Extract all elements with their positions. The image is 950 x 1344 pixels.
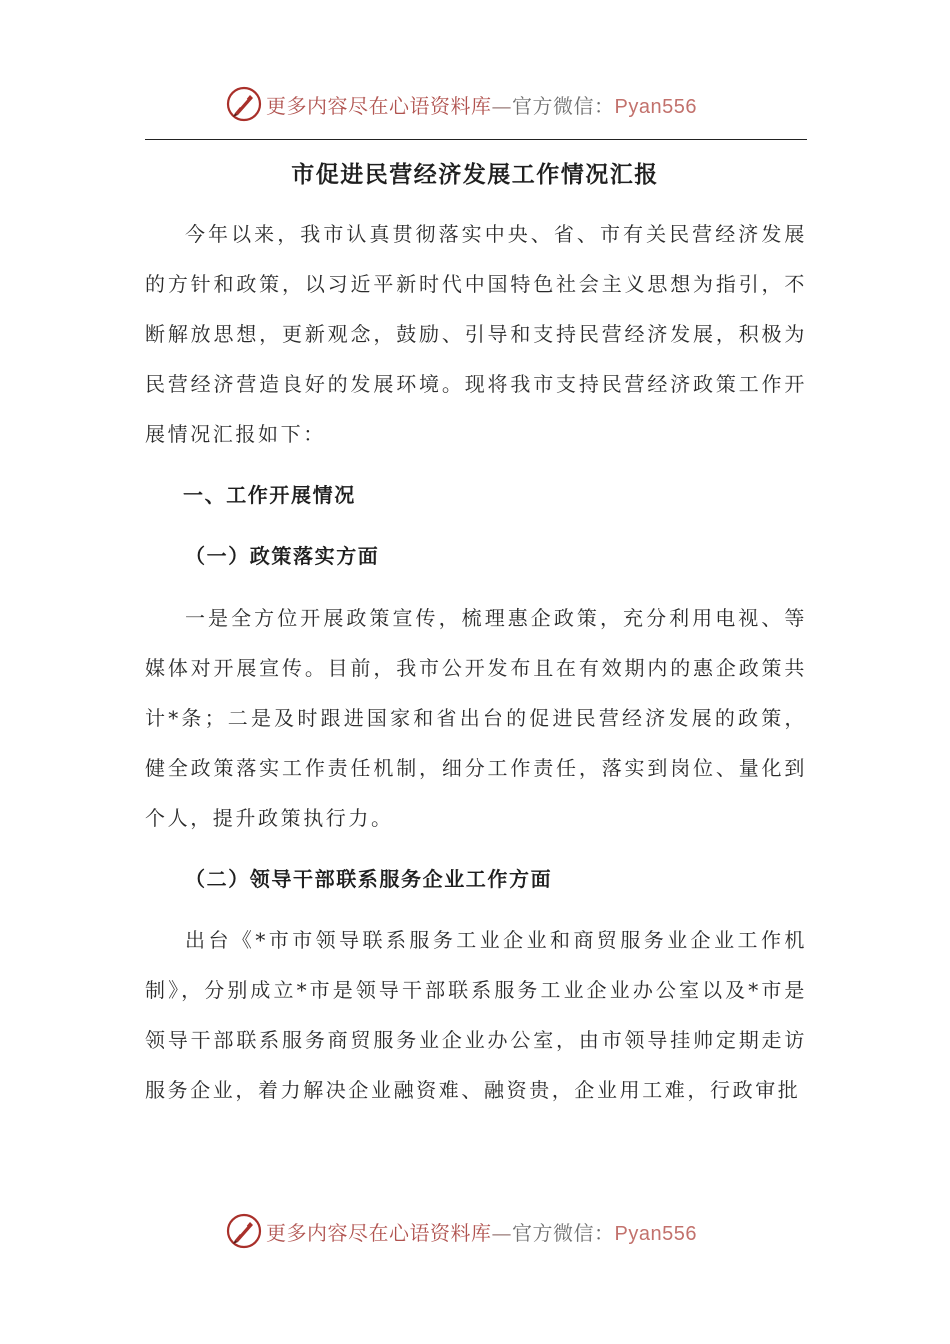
quill-pen-logo-icon (226, 86, 262, 122)
header-rule (145, 139, 807, 140)
subsection-heading-policy: （一）政策落实方面 (185, 544, 380, 568)
intro-paragraph: 今年以来，我市认真贯彻落实中央、省、市有关民营经济发展的方针和政策，以习近平新时代中国特色社会主义思想为指引，不断解放思想，更新观念，鼓励、引导和支持民营经济发展，积极为民营经济营造良好的发展环境。现将我市支持民营经济政策工作开展情况汇报如下： (145, 222, 807, 446)
section-heading: 一、工作开展情况 (183, 483, 356, 507)
document-title: 市促进民营经济发展工作情况汇报 (291, 161, 659, 188)
header-banner (0, 80, 950, 130)
footer-banner (0, 1207, 950, 1257)
policy-paragraph: 一是全方位开展政策宣传，梳理惠企政策，充分利用电视、等媒体对开展宣传。目前，我市公开发布且在有效期内的惠企政策共计*条；二是及时跟进国家和省出台的促进民营经济发展的政策，健全政策落实工作责任机制，细分工作责任，落实到岗位、量化到个人，提升政策执行力。 (145, 606, 807, 830)
leadership-paragraph: 出台《*市市领导联系服务工业企业和商贸服务业企业工作机制》，分别成立*市是领导干部联系服务工业企业办公室以及*市是领导干部联系服务商贸服务业企业办公室，由市领导挂帅定期走访服务企业，着力解决企业融资难、融资贵，企业用工难，行政审批 (145, 928, 807, 1102)
quill-pen-logo-icon (226, 1213, 262, 1249)
subsection-heading-leadership: （二）领导干部联系服务企业工作方面 (185, 867, 553, 891)
banner-text: 更多内容尽在心语资料库—官方微信：Pyan556 (266, 93, 697, 118)
banner-text: 更多内容尽在心语资料库—官方微信：Pyan556 (266, 1220, 697, 1245)
